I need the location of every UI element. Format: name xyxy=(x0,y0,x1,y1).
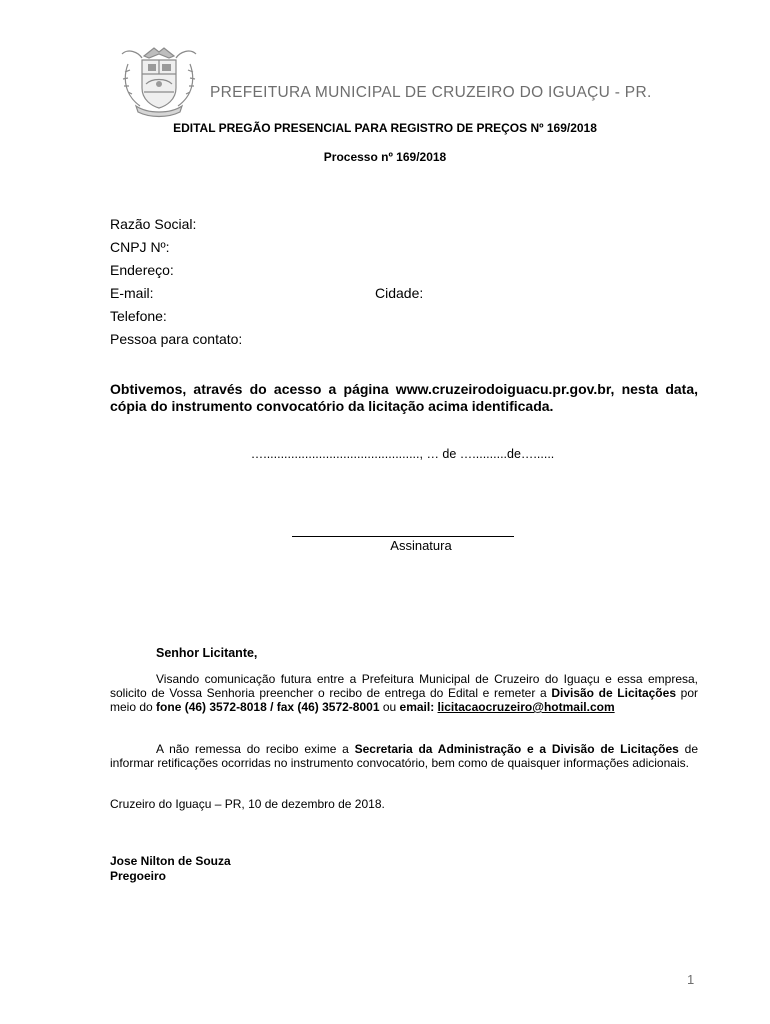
notice-paragraph-1 xyxy=(110,672,698,714)
acknowledgment-statement: Obtivemos, através do acesso a página www.cruzeirodoiguacu.pr.gov.br, nesta data, cópia do instrumento convocatório da licitação acima identificada. xyxy=(110,381,698,414)
field-contato: Pessoa para contato: xyxy=(110,331,243,347)
p2-text-c: de informar retificações ocorridas no instrumento convocatório, bem como de quaisquer informações adicionais. xyxy=(110,742,698,770)
page-number: 1 xyxy=(687,972,695,987)
p2-text-a: A não remessa do recibo exime a xyxy=(156,742,355,756)
field-razao-social: Razão Social: xyxy=(110,216,197,232)
p1-text-c: por meio do xyxy=(110,686,698,714)
field-cidade: Cidade: xyxy=(375,285,424,301)
field-telefone: Telefone: xyxy=(110,308,167,324)
p1-division: Divisão de Licitações xyxy=(551,686,676,700)
edital-title: EDITAL PREGÃO PRESENCIAL PARA REGISTRO DE PREÇOS Nº 169/2018 xyxy=(173,121,597,135)
processo-number: Processo nº 169/2018 xyxy=(323,150,447,164)
header-title: PREFEITURA MUNICIPAL DE CRUZEIRO DO IGUAÇU - PR. xyxy=(210,84,652,101)
p1-text-a: Visando comunicação futura entre a Prefeitura Municipal de Cruzeiro do Iguaçu e essa empresa, solicito de Vossa Senhoria preencher o recibo de entrega do Edital e remeter a xyxy=(110,672,698,700)
signer-role: Pregoeiro xyxy=(110,869,167,883)
signature-label: Assinatura xyxy=(390,538,452,553)
place-date: Cruzeiro do Iguaçu – PR, 10 de dezembro de 2018. xyxy=(110,797,385,811)
municipal-coat-of-arms-icon xyxy=(114,44,204,120)
p2-secretaria: Secretaria da Administração e a Divisão de Licitações xyxy=(354,742,679,756)
notice-paragraph-2 xyxy=(110,742,698,770)
field-endereco: Endereço: xyxy=(110,262,174,278)
field-email: E-mail: xyxy=(110,285,154,301)
signature-line xyxy=(292,536,514,537)
signer-name: Jose Nilton de Souza xyxy=(110,854,231,868)
email-link[interactable]: licitacaocruzeiro@hotmail.com xyxy=(437,700,615,714)
date-line: …............................................., … de …..........de…...... xyxy=(250,447,555,461)
notice-salutation: Senhor Licitante, xyxy=(156,646,258,660)
p1-phone-fax: fone (46) 3572-8018 / fax (46) 3572-8001 xyxy=(156,700,380,714)
p1-text-e: ou xyxy=(379,700,400,714)
p1-email-label: email: xyxy=(399,700,435,714)
field-cnpj: CNPJ Nº: xyxy=(110,239,170,255)
